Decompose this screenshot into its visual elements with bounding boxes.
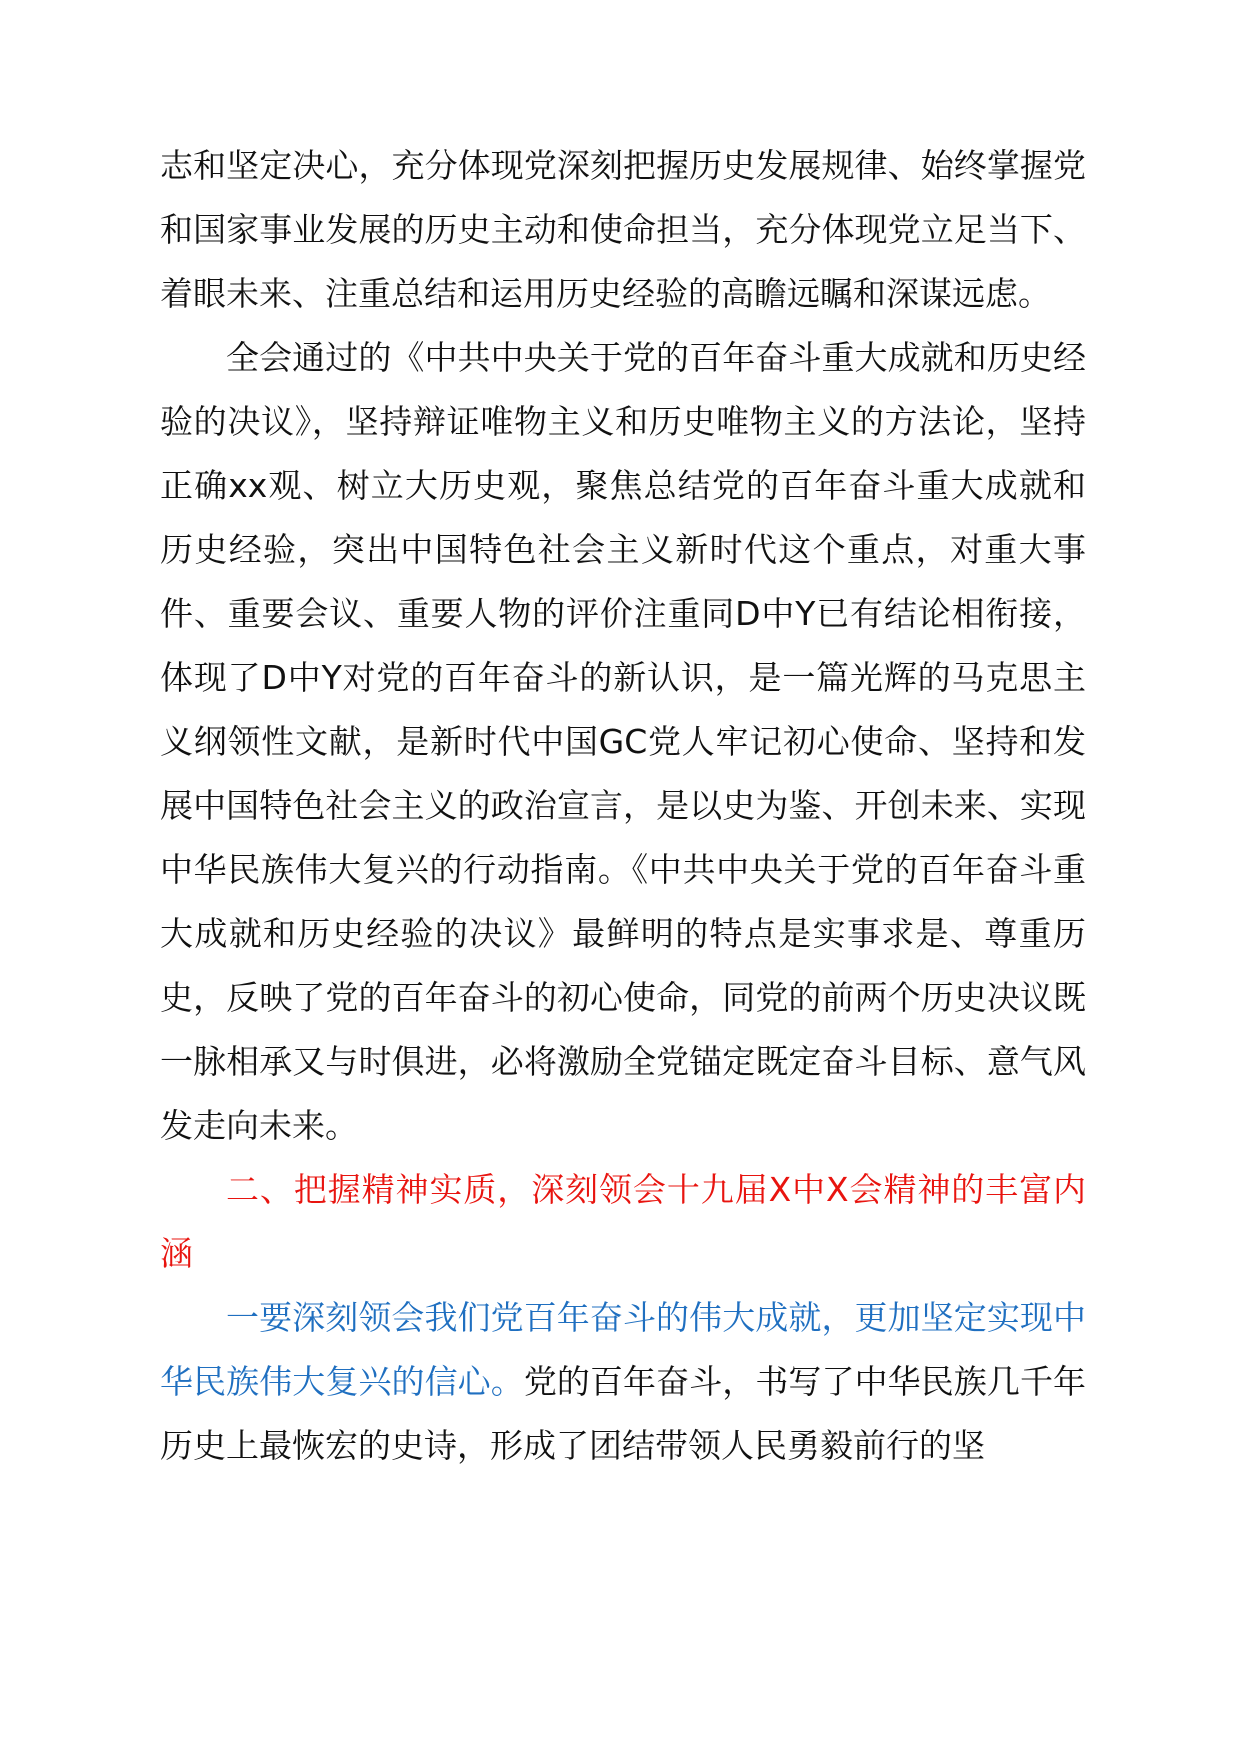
- section-body-text: 党的百年奋斗，书写了中华民族几千年历史上最恢宏的史诗，形成了团结带领人民勇毅前行的坚: [160, 1362, 1087, 1465]
- body-paragraph-continuation: 志和坚定决心，充分体现党深刻把握历史发展规律、始终掌握党和国家事业发展的历史主动和使命担当，充分体现党立足当下、着眼未来、注重总结和运用历史经验的高瞻远瞩和深谋远虑。: [160, 146, 1086, 313]
- section-heading: 二、把握精神实质，深刻领会十九届X中X会精神的丰富内涵: [160, 1170, 1086, 1273]
- document-page: [160, 134, 1086, 1478]
- section-paragraph: [160, 1286, 1086, 1478]
- section-lead-sentence: 一要深刻领会我们党百年奋斗的伟大成就，更加坚定实现中华民族伟大复兴的信心。: [160, 1298, 1086, 1401]
- body-paragraph-resolution: 全会通过的《中共中央关于党的百年奋斗重大成就和历史经验的决议》，坚持辩证唯物主义和历史唯物主义的方法论，坚持正确xx观、树立大历史观，聚焦总结党的百年奋斗重大成就和历史经验，突出中国特色社会主义新时代这个重点，对重大事件、重要会议、重要人物的评价注重同D中Y已有结论相衔接，体现了D中Y对党的百年奋斗的新认识，是一篇光辉的马克思主义纲领性文献，是新时代中国GC党人牢记初心使命、坚持和发展中国特色社会主义的政治宣言，是以史为鉴、开创未来、实现中华民族伟大复兴的行动指南。《中共中央关于党的百年奋斗重大成就和历史经验的决议》最鲜明的特点是实事求是、尊重历史，反映了党的百年奋斗的初心使命，同党的前两个历史决议既一脉相承又与时俱进，必将激励全党锚定既定奋斗目标、意气风发走向未来。: [160, 338, 1086, 1145]
